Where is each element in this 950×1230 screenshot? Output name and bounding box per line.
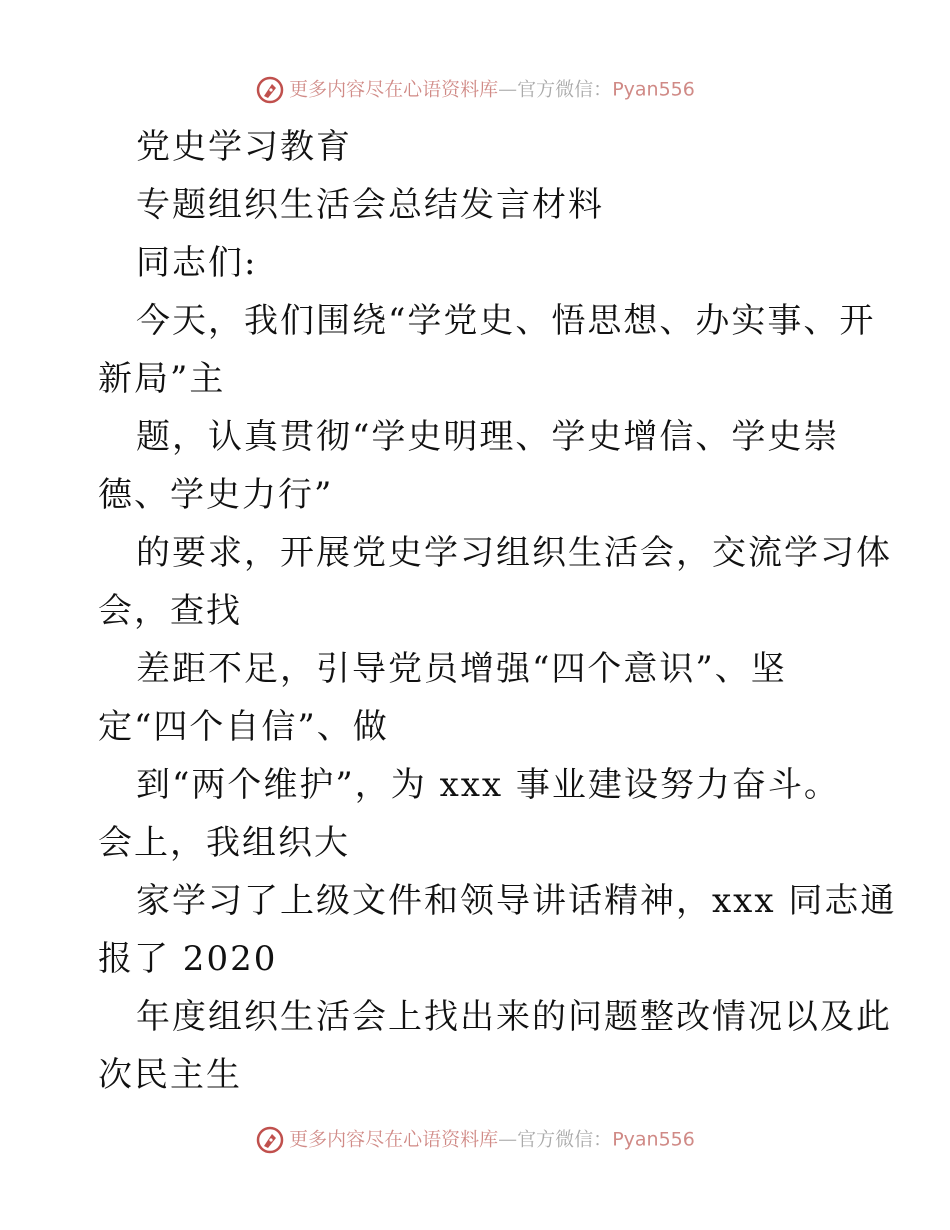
- pen-nib-icon: [255, 75, 285, 105]
- paragraph-line: 今天，我们围绕“学党史、悟思想、办实事、开: [136, 301, 876, 341]
- watermark-official-label: 官方微信：: [517, 1128, 613, 1151]
- paragraph-line: 差距不足，引导党员增强“四个意识”、坚: [136, 649, 787, 689]
- paragraph-line: 的要求，开展党史学习组织生活会，交流学习体: [136, 533, 892, 573]
- paragraph-line: 次民主生: [98, 1055, 242, 1095]
- watermark-main-text: 更多内容尽在心语资料库: [289, 78, 499, 101]
- paragraph-line: 德、学史力行”: [98, 475, 334, 515]
- paragraph-line: 年度组织生活会上找出来的问题整改情况以及此: [136, 997, 892, 1037]
- header-watermark: [0, 74, 950, 105]
- doc-subtitle: 专题组织生活会总结发言材料: [136, 185, 604, 225]
- paragraph-line: 会上，我组织大: [98, 823, 350, 863]
- watermark-wechat-id: Pyan556: [612, 1128, 695, 1151]
- doc-title: 党史学习教育: [136, 127, 352, 167]
- paragraph-line: 会，查找: [98, 591, 242, 631]
- paragraph-line: 到“两个维护”，为 xxx 事业建设努力奋斗。: [136, 765, 840, 805]
- watermark-wechat-id: Pyan556: [612, 78, 695, 101]
- pen-nib-icon: [255, 1125, 285, 1155]
- watermark-separator: —: [498, 78, 518, 101]
- watermark-separator: —: [498, 1128, 518, 1151]
- paragraph-line: 新局”主: [98, 359, 226, 399]
- paragraph-line: 报了 2020: [98, 939, 278, 979]
- paragraph-line: 家学习了上级文件和领导讲话精神，xxx 同志通: [136, 881, 897, 921]
- salutation: 同志们:: [136, 243, 258, 283]
- document-body: [98, 118, 897, 1104]
- footer-watermark: [0, 1124, 950, 1155]
- watermark-main-text: 更多内容尽在心语资料库: [289, 1128, 499, 1151]
- paragraph-line: 定“四个自信”、做: [98, 707, 389, 747]
- watermark-official-label: 官方微信：: [517, 78, 613, 101]
- paragraph-line: 题，认真贯彻“学史明理、学史增信、学史崇: [136, 417, 840, 457]
